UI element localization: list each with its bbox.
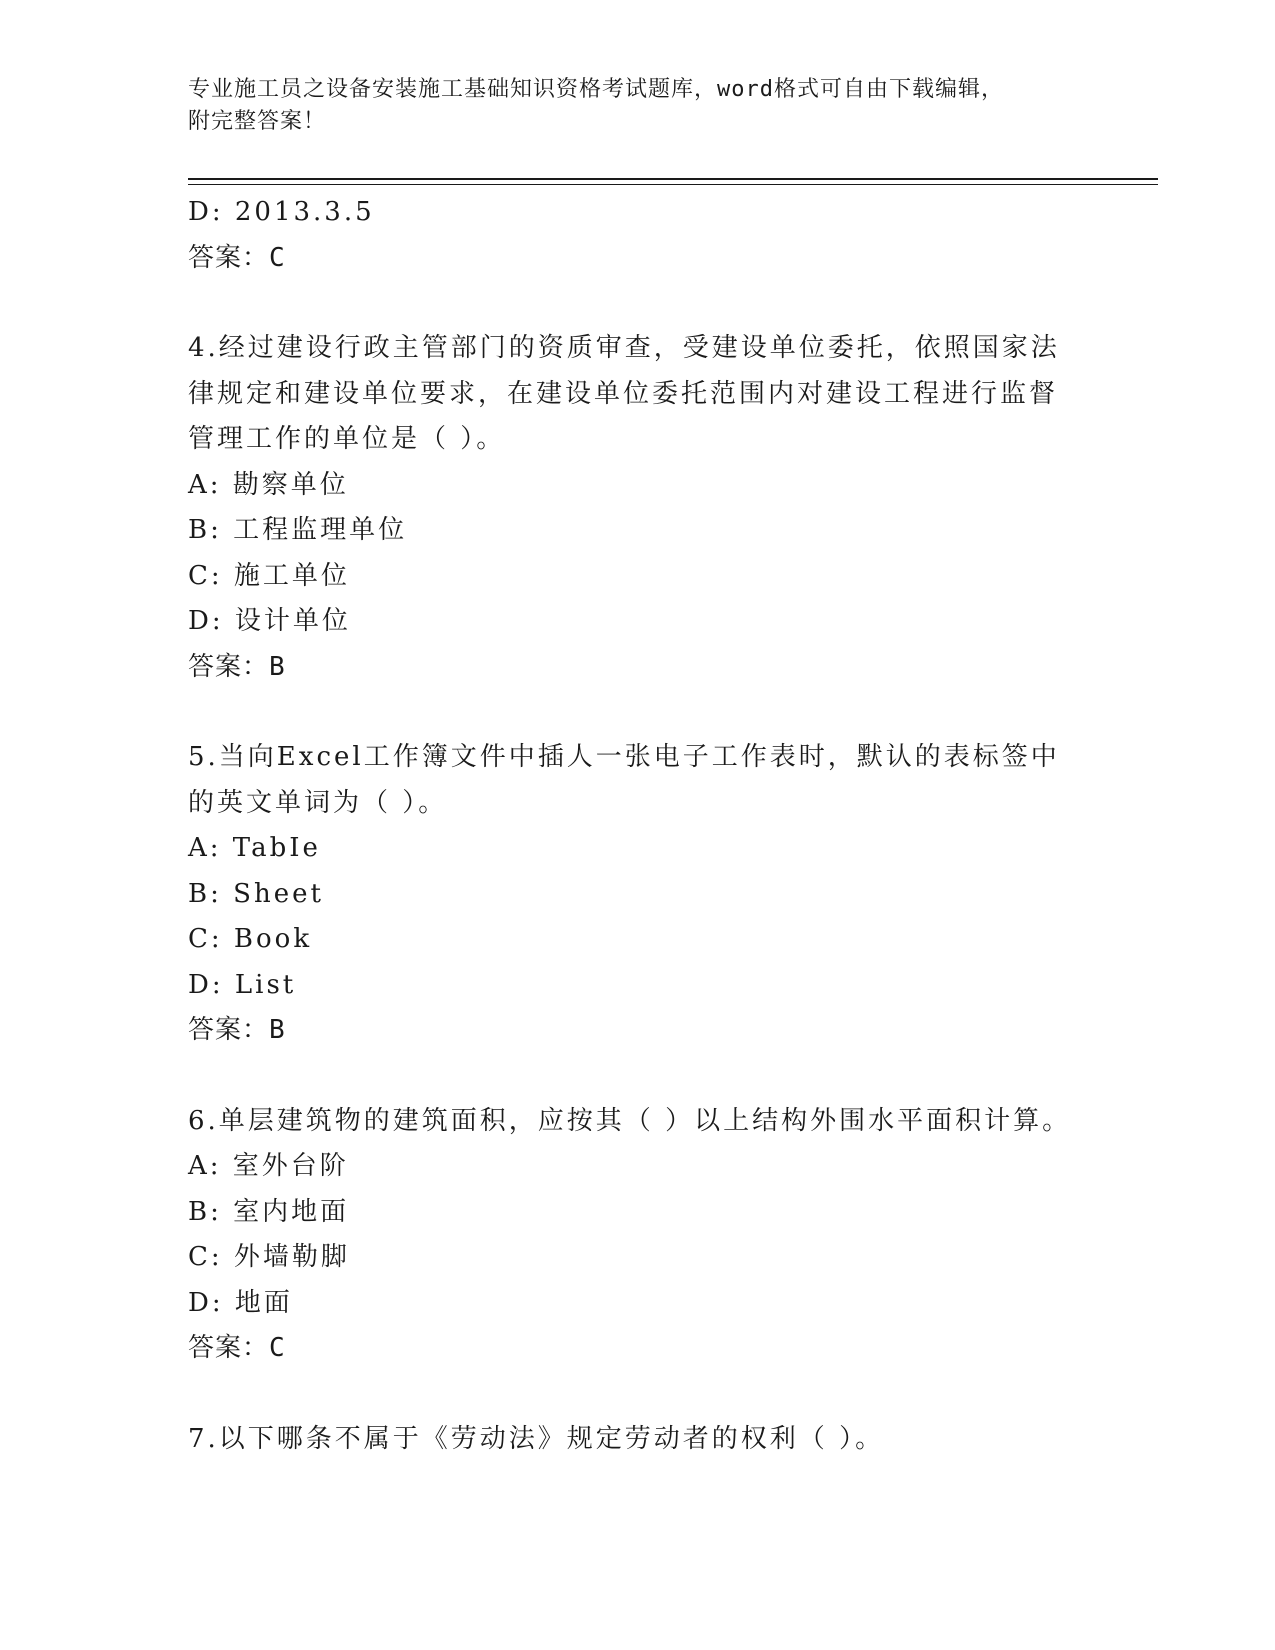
option-d: D: 2013.3.5	[188, 197, 375, 227]
question-text: 的英文单词为（ ）。	[188, 787, 448, 818]
question-text: 4.经过建设行政主管部门的资质审查，受建设单位委托，依照国家法	[188, 333, 1060, 363]
option-d: D: List	[188, 969, 297, 1000]
question-text: 6.单层建筑物的建筑面积，应按其（ ）以上结构外围水平面积计算。	[188, 1105, 1072, 1136]
answer-line: 答案：B	[188, 651, 286, 682]
spacer	[188, 1372, 1088, 1417]
spacer	[188, 690, 1088, 735]
option-a: A: 勘察单位	[188, 469, 349, 500]
answer-line: 答案：C	[188, 242, 286, 273]
option-c: C: Book	[188, 924, 313, 954]
header-divider-thick	[188, 178, 1158, 180]
answer-line: 答案：B	[188, 1015, 286, 1045]
question-7	[188, 1417, 1088, 1463]
option-b: B: 室内地面	[188, 1196, 350, 1227]
option-b: B: Sheet	[188, 878, 324, 909]
header-line-1: 专业施工员之设备安装施工基础知识资格考试题库，word格式可自由下载编辑，	[188, 77, 1004, 102]
spacer	[188, 281, 1088, 326]
question-text: 7.以下哪条不属于《劳动法》规定劳动者的权利（ ）。	[188, 1423, 885, 1454]
option-b: B: 工程监理单位	[188, 515, 408, 545]
header-divider-thin	[188, 184, 1158, 185]
option-c: C: 施工单位	[188, 560, 350, 591]
option-d: D: 地面	[188, 1287, 293, 1318]
question-text: 管理工作的单位是（ ）。	[188, 424, 506, 454]
header-line-2: 附完整答案！	[188, 109, 327, 134]
answer-line: 答案：C	[188, 1333, 286, 1363]
question-3-tail	[188, 190, 1088, 281]
question-text: 律规定和建设单位要求，在建设单位委托范围内对建设工程进行监督	[188, 378, 1059, 409]
page-header	[188, 74, 1068, 138]
question-6	[188, 1099, 1088, 1372]
option-a: A: 室外台阶	[188, 1151, 349, 1181]
question-4	[188, 326, 1088, 690]
spacer	[188, 1054, 1088, 1099]
question-5	[188, 735, 1088, 1054]
option-d: D: 设计单位	[188, 606, 351, 636]
option-c: C: 外墙勒脚	[188, 1242, 350, 1272]
question-content	[188, 190, 1088, 1462]
option-a: A: TabIe	[188, 833, 321, 863]
question-text: 5.当向Excel工作簿文件中插人一张电子工作表时，默认的表标签中	[188, 742, 1060, 772]
